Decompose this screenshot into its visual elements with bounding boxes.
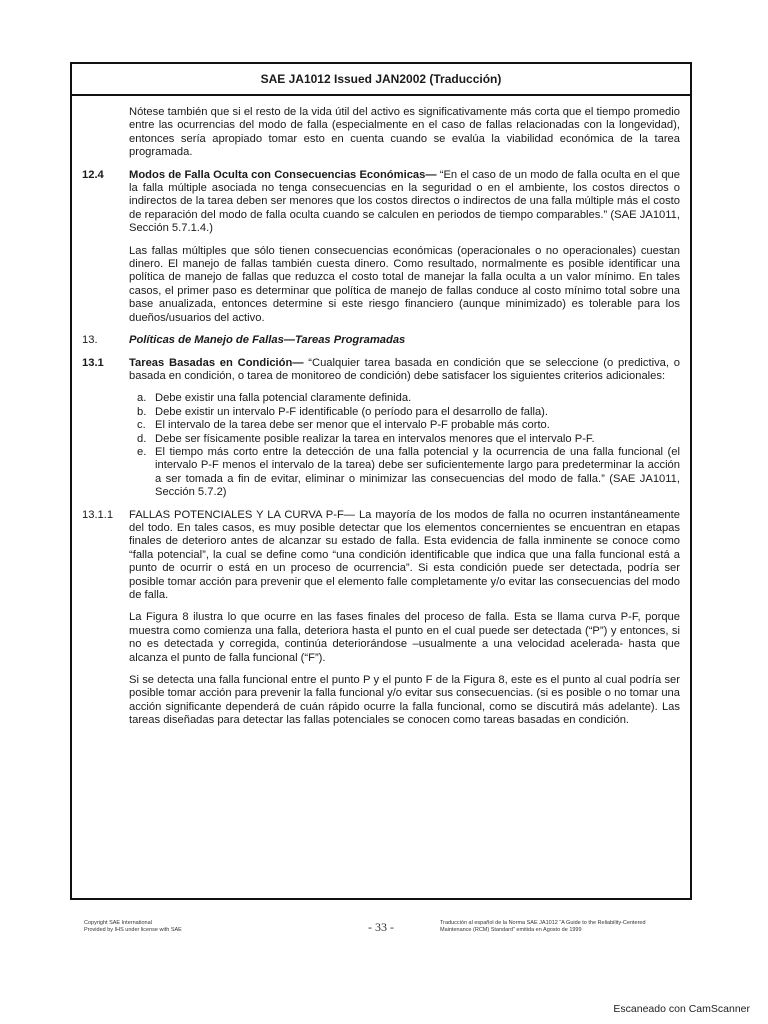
section-number: 12.4 — [82, 168, 104, 181]
page-frame — [70, 62, 692, 900]
section-13-1-1 — [82, 509, 680, 603]
section-number: 13.1.1 — [82, 508, 114, 521]
criteria-list — [129, 392, 680, 499]
document-header — [72, 64, 690, 96]
section-12-4-title: Modos de Falla Oculta con Consecuencias Económicas— — [129, 168, 437, 181]
list-item-letter: c. — [137, 419, 146, 432]
document-title: SAE JA1012 Issued JAN2002 (Traducción) — [260, 72, 502, 86]
section-13-1-1-text: FALLAS POTENCIALES Y LA CURVA P-F— La mayoría de los modos de falla no ocurren instantáneamente del todo. En tales casos, es muy posible detectar que los elementos concernientes se encuentran en etapas finales de deterioro antes de alcanzar su estado de falla. Esta evidencia de falla inminente se conoce como “falla potencial”, la cual se define como “una condición identificable que indica que una falla funcional está a punto de ocurrir o está en un proceso de ocurrencia”. Si esta condición puede ser detectada, podría ser posible tomar acción para prevenir que el elemento falle completamente y/o evitar las consecuencias del modo de falla. — [129, 508, 680, 601]
list-item-letter: a. — [137, 392, 147, 405]
footer-translation-line: Maintenance (RCM) Standard” emitida en Agosto de 1999 — [440, 927, 582, 933]
document-body — [72, 96, 690, 728]
section-13-1-body: “Cualquier tarea basada en condición que se seleccione (o predictiva, o basada en condición, o tarea de monitoreo de condición) debe satisfacer los siguientes criterios adicionales: — [129, 356, 681, 382]
paragraph-intro: Nótese también que si el resto de la vida útil del activo es significativamente más corta que el tiempo promedio entre las ocurrencias del modo de falla (especialmente en el caso de fallas relacionadas con la longevidad), entonces sería apropiado tomar esto en cuenta cuando se evalúa la viabilidad económica de la tarea programada. — [129, 106, 680, 159]
list-item — [129, 446, 680, 500]
section-13 — [82, 334, 680, 347]
list-item — [129, 406, 680, 419]
list-item-text: Debe ser físicamente posible realizar la tarea en intervalos menores que el intervalo P-F. — [155, 432, 595, 445]
list-item-text: Debe existir un intervalo P-F identificable (o período para el desarrollo de falla). — [155, 405, 549, 418]
scanner-watermark: Escaneado con CamScanner — [613, 1003, 750, 1015]
section-12-4-body: “En el caso de un modo de falla oculta en el que la falla múltiple asociada no tenga consecuencias en la seguridad o en el ambiente, los costos directos o indirectos de la tarea deben ser menores que los costos directos o indirectos de una falla múltiple más el costo de reparación del modo de falla oculta cuando se calculen en periodos de tiempo comparables.” (SAE JA1011, Sección 5.7.1.4.) — [129, 168, 680, 235]
section-13-1 — [82, 357, 680, 384]
section-13-1-text — [129, 357, 680, 384]
page-footer — [84, 920, 684, 944]
section-number: 13. — [82, 334, 98, 347]
list-item-letter: d. — [137, 432, 147, 445]
paragraph-figure-8: La Figura 8 ilustra lo que ocurre en las fases finales del proceso de falla. Esta se llama curva P-F, porque muestra como comienza una falla, deteriora hasta el punto en el cual puede ser detectada (“P”) y entonces, si no es detectada y corregida, continúa deteriorándose –usualmente a una velocidad acelerada- hasta que alcanza el punto de falla funcional (“F”). — [129, 611, 680, 664]
section-12-4 — [82, 169, 680, 236]
list-item-text: El intervalo de la tarea debe ser menor que el intervalo P-F probable más corto. — [155, 419, 550, 432]
list-item — [129, 419, 680, 432]
footer-translation-line: Traducción al español de la Norma SAE JA1012 “A Guide to the Reliability-Centered — [440, 920, 646, 926]
section-number: 13.1 — [82, 356, 104, 369]
list-item — [129, 433, 680, 446]
page-number: - 33 - — [368, 920, 394, 934]
footer-copyright-line: Provided by IHS under license with SAE — [84, 927, 182, 933]
list-item-text: Debe existir una falla potencial claramente definida. — [155, 392, 412, 405]
footer-translation-note — [440, 920, 680, 934]
paragraph-detection: Si se detecta una falla funcional entre el punto P y el punto F de la Figura 8, este es el punto al cual podría ser posible tomar acción para prevenir la falla funcional y/o evitar sus consecuencias. (si es posible o no tomar una acción significante dependerá de cuán rápido ocurre la falla funcional, como se discutirá más adelante). Las tareas diseñadas para detectar las fallas potenciales se conocen como tareas basadas en condición. — [129, 674, 680, 727]
footer-copyright-line: Copyright SAE International — [84, 920, 152, 926]
list-item — [129, 392, 680, 405]
list-item-text: El tiempo más corto entre la detección de una falla potencial y la ocurrencia de una falla funcional (el intervalo P-F menos el intervalo de la tarea) debe ser suficientemente largo para predeterminar la acción a ser tomada a fin de evitar, eliminar o minimizar las consecuencias del modo de falla.” (SAE JA1011, Sección 5.7.2) — [155, 445, 680, 499]
section-13-title: Políticas de Manejo de Fallas—Tareas Programadas — [129, 334, 406, 347]
paragraph-multiple-failures: Las fallas múltiples que sólo tienen consecuencias económicas (operacionales o no operacionales) cuestan dinero. El manejo de fallas también cuesta dinero. Como resultado, normalmente es posible identificar una política de manejo de fallas que reduzca el costo total de manejar la falla oculta a un valor mínimo. En tales casos, el primer paso es determinar que política de manejo de fallas conduce al costo mínimo total sobre una base anualizada, entonces determine si este riesgo financiero (aunque minimizado) es tolerable para los dueños/usuarios del activo. — [129, 244, 680, 324]
footer-copyright — [84, 920, 234, 934]
section-13-1-title: Tareas Basadas en Condición— — [129, 356, 304, 369]
section-12-4-text — [129, 169, 680, 236]
list-item-letter: b. — [137, 405, 147, 418]
list-item-letter: e. — [137, 445, 147, 458]
